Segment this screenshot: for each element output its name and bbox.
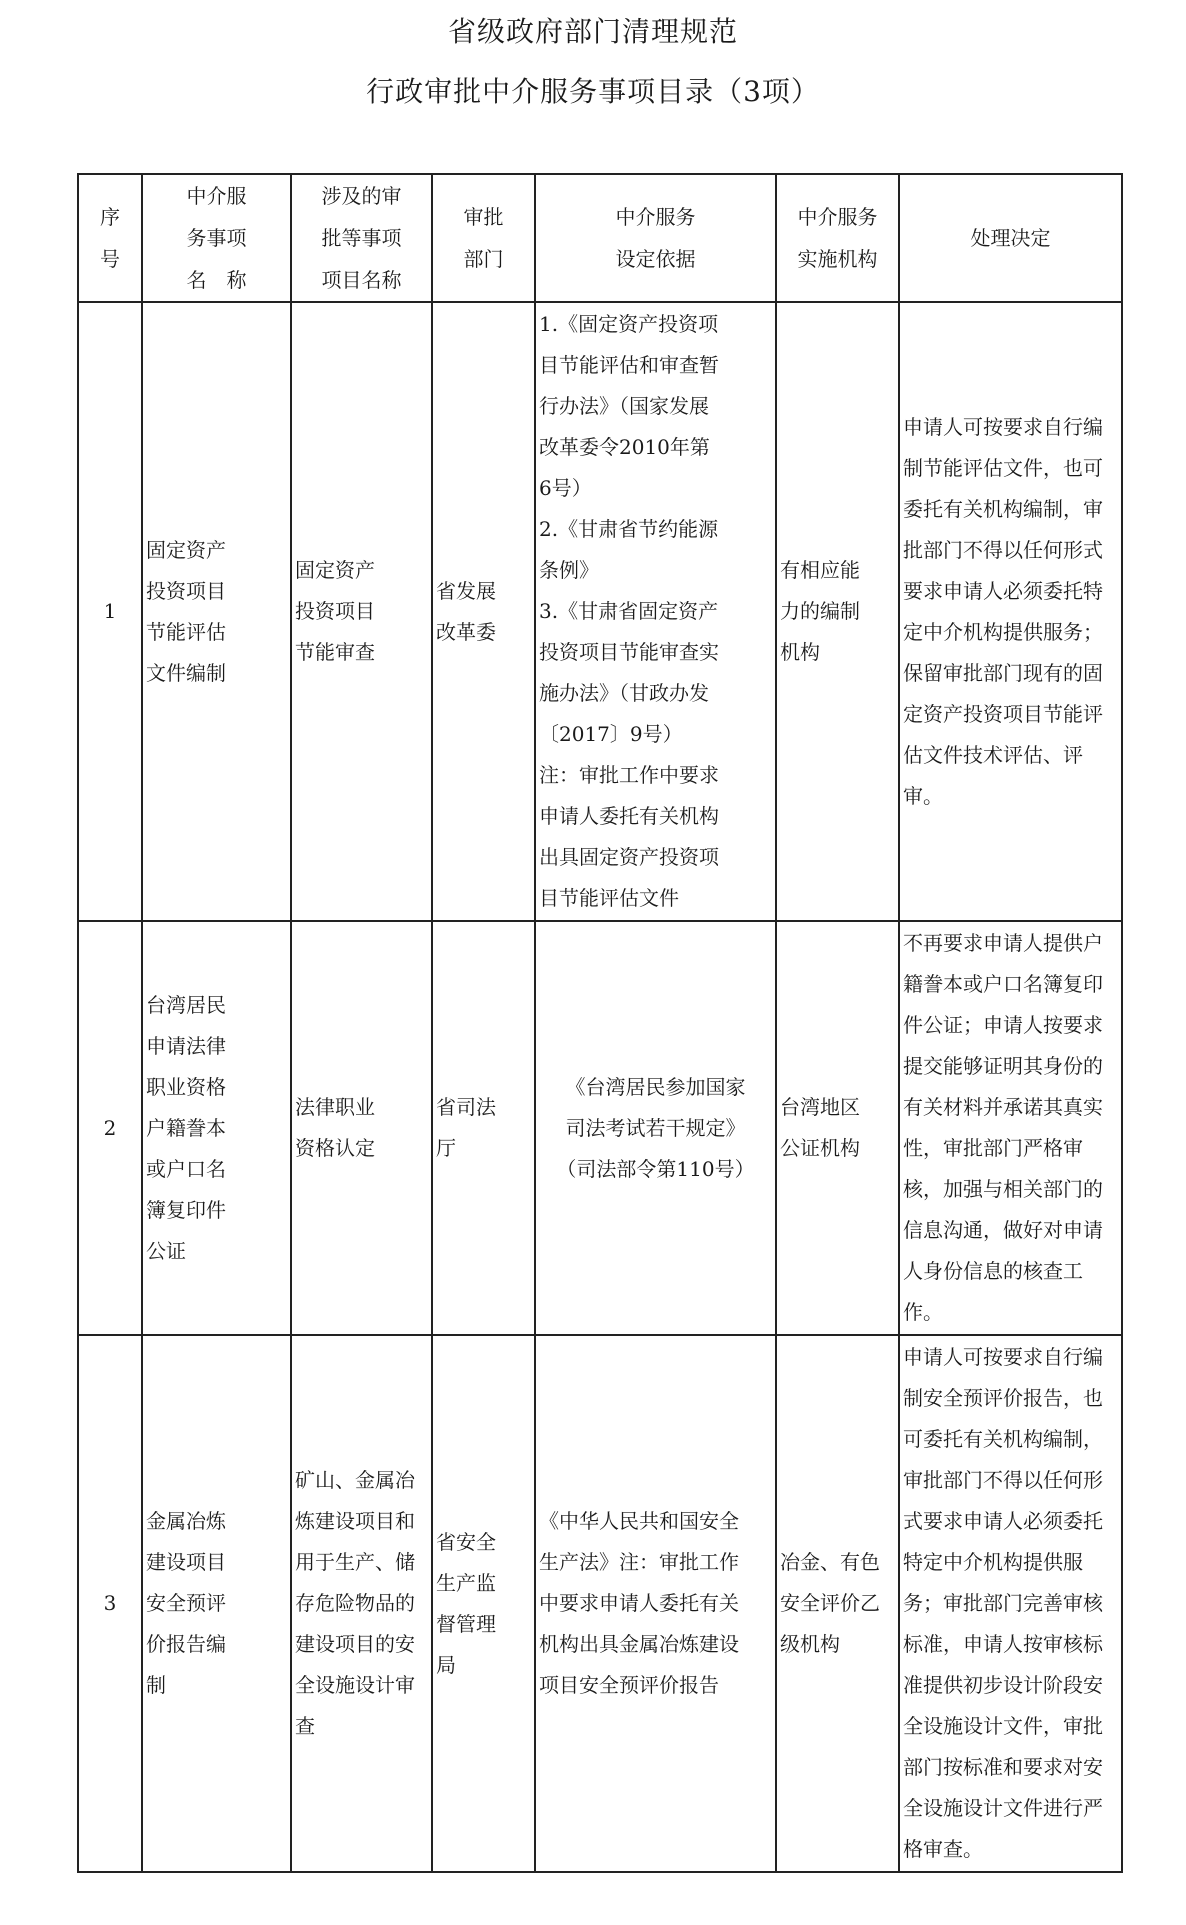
cell-basis: 1.《固定资产投资项 目节能评估和审查暂 行办法》（国家发展 改革委令2010年第 6号） 2.《甘肃省节约能源 条例》 3.《甘肃省固定资产 投资项目节能审查实 施办法》（甘政办发 〔2017〕9号） 注：审批工作中要求 申请人委托有关机构 出具固定资产投资项 目节能评估文件 [535,302,776,921]
table-row [78,1335,1122,1872]
cell-decision: 不再要求申请人提供户 籍誊本或户口名簿复印 件公证；申请人按要求 提交能够证明其身份的 有关材料并承诺其真实 性，审批部门严格审 核，加强与相关部门的 信息沟通，做好对申请 人身份信息的核查工 作。 [899,921,1122,1335]
header-row [78,174,1122,302]
header-approval-item: 涉及的审 批等事项 项目名称 [291,174,432,302]
document-title-line1: 省级政府部门清理规范 [447,15,738,48]
header-decision: 处理决定 [899,174,1122,302]
header-department: 审批 部门 [432,174,535,302]
header-agency: 中介服务 实施机构 [776,174,899,302]
cell-approval-item: 固定资产 投资项目 节能审查 [291,302,432,921]
cell-service-name: 固定资产 投资项目 节能评估 文件编制 [142,302,291,921]
cell-decision: 申请人可按要求自行编 制安全预评价报告，也 可委托有关机构编制， 审批部门不得以任何形 式要求申请人必须委托 特定中介机构提供服 务；审批部门完善审核 标准，申请人按审核标 准提供初步设计阶段安 全设施设计文件，审批 部门按标准和要求对安 全设施设计文件进行严 格审查。 [899,1335,1122,1872]
header-basis: 中介服务 设定依据 [535,174,776,302]
cell-seq: 3 [78,1335,142,1872]
cell-agency: 台湾地区 公证机构 [776,921,899,1335]
cell-decision: 申请人可按要求自行编 制节能评估文件，也可 委托有关机构编制，审 批部门不得以任何形式 要求申请人必须委托特 定中介机构提供服务； 保留审批部门现有的固 定资产投资项目节能评 估文件技术评估、评 审。 [899,302,1122,921]
cell-department: 省安全 生产监 督管理 局 [432,1335,535,1872]
document-title-line2: 行政审批中介服务事项目录（3项） [366,75,820,108]
cell-basis: 《中华人民共和国安全 生产法》注：审批工作 中要求申请人委托有关 机构出具金属冶炼建设 项目安全预评价报告 [535,1335,776,1872]
header-service-name: 中介服 务事项 名 称 [142,174,291,302]
cell-agency: 有相应能 力的编制 机构 [776,302,899,921]
header-seq: 序 号 [78,174,142,302]
catalog-table [77,173,1123,1873]
cell-approval-item: 矿山、金属冶 炼建设项目和 用于生产、储 存危险物品的 建设项目的安 全设施设计审 查 [291,1335,432,1872]
table-row [78,302,1122,921]
cell-seq: 2 [78,921,142,1335]
cell-department: 省发展 改革委 [432,302,535,921]
cell-service-name: 金属冶炼 建设项目 安全预评 价报告编 制 [142,1335,291,1872]
cell-seq: 1 [78,302,142,921]
cell-department: 省司法 厅 [432,921,535,1335]
table-row [78,921,1122,1335]
cell-approval-item: 法律职业 资格认定 [291,921,432,1335]
cell-basis: 《台湾居民参加国家 司法考试若干规定》 （司法部令第110号） [535,921,776,1335]
cell-agency: 冶金、有色 安全评价乙 级机构 [776,1335,899,1872]
cell-service-name: 台湾居民 申请法律 职业资格 户籍誊本 或户口名 簿复印件 公证 [142,921,291,1335]
